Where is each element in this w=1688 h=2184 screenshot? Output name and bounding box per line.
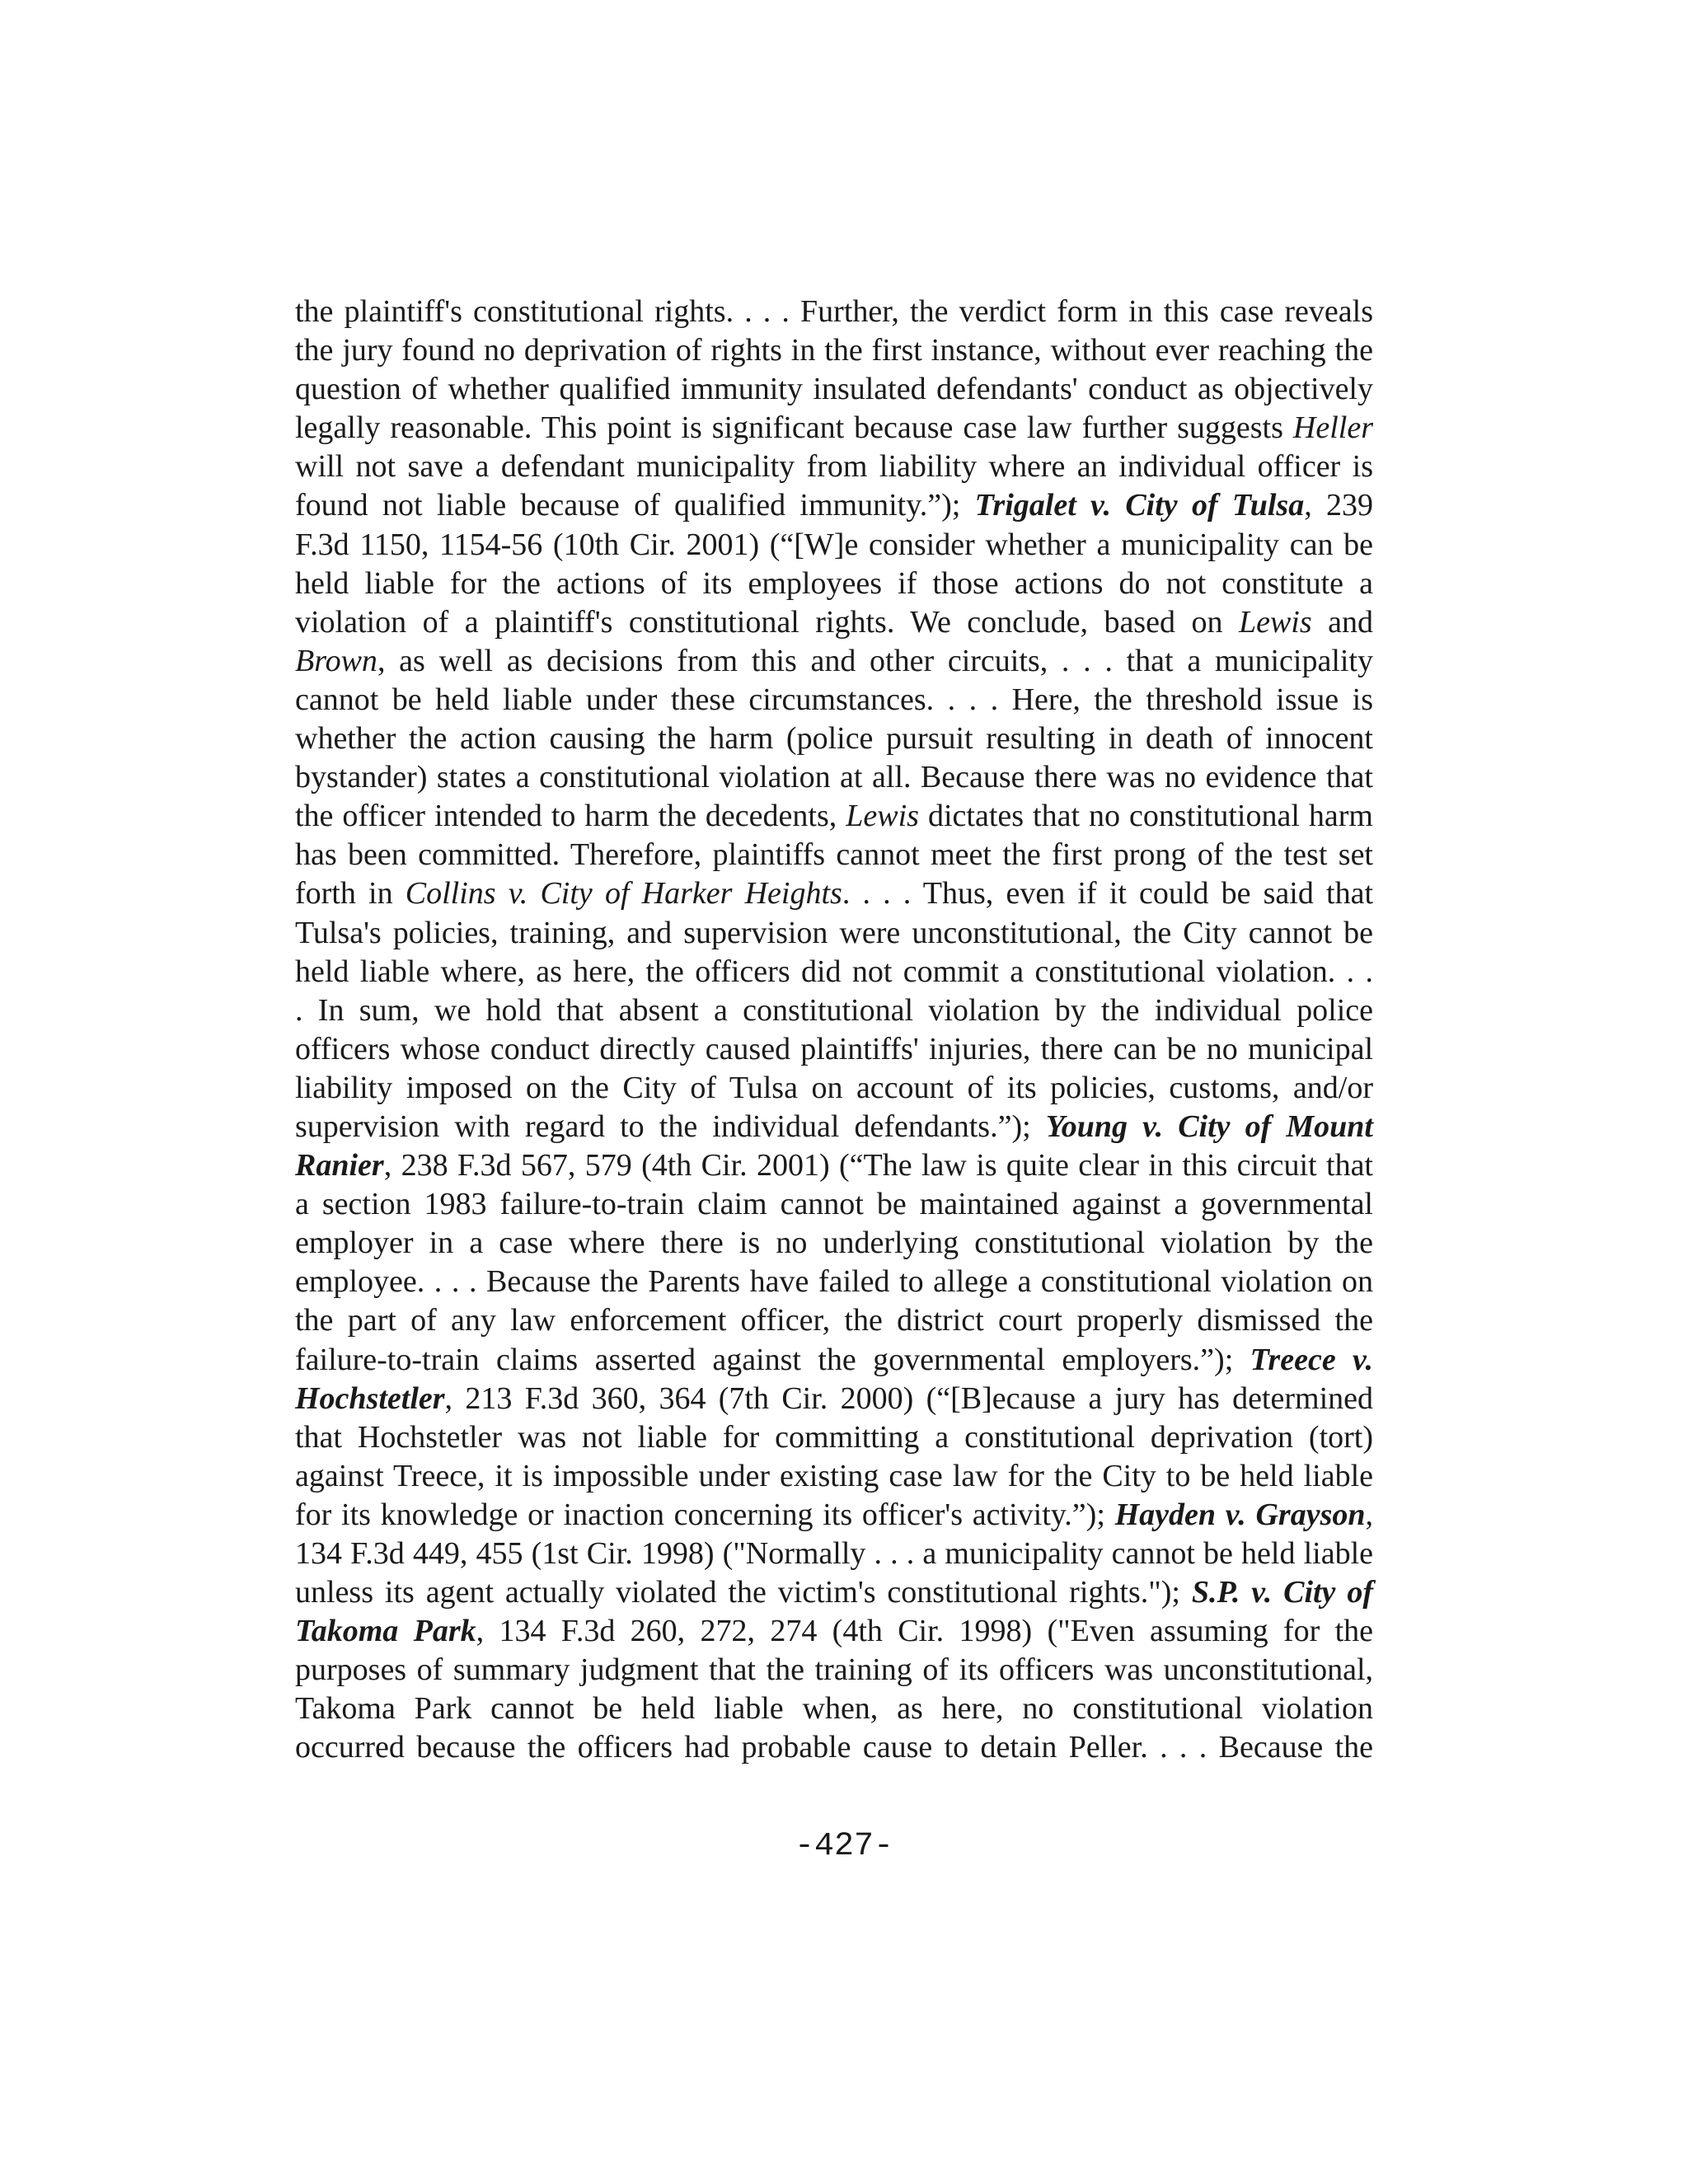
case-name: Treece v. xyxy=(1250,1342,1373,1377)
text-line xyxy=(295,874,1373,913)
italic-reference: Lewis xyxy=(846,799,919,834)
text-run: will not save a defendant municipality from liability where an individual officer is xyxy=(295,449,1373,485)
text-run: question of whether qualified immunity insulated defendants' conduct as objectively xyxy=(295,372,1373,407)
text-run: . . . . Thus, even if it could be said that xyxy=(842,876,1374,912)
text-line xyxy=(295,603,1373,642)
text-run: occurred because the officers had probable cause to detain Peller. . . . Because the xyxy=(295,1730,1373,1765)
text-line xyxy=(295,293,1373,331)
text-run: purposes of summary judgment that the training of its officers was unconstitutional, xyxy=(295,1652,1373,1688)
text-run: 134 F.3d 449, 455 (1st Cir. 1998) ("Normally . . . a municipality cannot be held liable xyxy=(295,1536,1373,1571)
text-line xyxy=(295,1069,1373,1108)
text-run: the part of any law enforcement officer, the district court properly dismissed the xyxy=(295,1303,1373,1338)
text-line xyxy=(295,953,1373,991)
text-line xyxy=(295,1535,1373,1573)
case-name: Ranier xyxy=(295,1148,384,1183)
text-line xyxy=(295,836,1373,874)
text-line xyxy=(295,1224,1373,1263)
text-line xyxy=(295,1380,1373,1418)
text-line xyxy=(295,1496,1373,1535)
case-name: Young v. City of Mount xyxy=(1045,1108,1373,1144)
text-line xyxy=(295,681,1373,719)
text-line xyxy=(295,1418,1373,1457)
text-line xyxy=(295,719,1373,758)
text-line xyxy=(295,1030,1373,1069)
text-run: unless its agent actually violated the victim's constitutional rights."); xyxy=(295,1575,1192,1610)
text-run: . In sum, we hold that absent a constitutional violation by the individual police xyxy=(295,992,1373,1028)
italic-reference: Lewis xyxy=(1238,604,1312,640)
text-run: employee. . . . Because the Parents have failed to allege a constitutional violation on xyxy=(295,1264,1373,1300)
case-name: S.P. v. City of xyxy=(1191,1575,1373,1610)
text-line xyxy=(295,1185,1373,1224)
text-line xyxy=(295,1146,1373,1185)
text-run: the plaintiff's constitutional rights. . . . Further, the verdict form in this case reveals xyxy=(295,294,1373,329)
text-run: Tulsa's policies, training, and supervision were unconstitutional, the City cannot be xyxy=(295,915,1373,950)
text-run: cannot be held liable under these circumstances. . . . Here, the threshold issue is xyxy=(295,682,1373,717)
italic-reference: Brown xyxy=(295,643,377,678)
text-run: failure-to-train claims asserted against the governmental employers.”); xyxy=(295,1342,1250,1377)
text-line xyxy=(295,642,1373,681)
text-run: has been committed. Therefore, plaintiffs cannot meet the first prong of the test set xyxy=(295,837,1373,873)
text-line xyxy=(295,1728,1373,1767)
text-line xyxy=(295,1690,1373,1728)
text-run: a section 1983 failure-to-train claim cannot be maintained against a governmental xyxy=(295,1187,1373,1222)
text-line xyxy=(295,331,1373,370)
text-run: whether the action causing the harm (police pursuit resulting in death of innocent xyxy=(295,721,1373,757)
text-run: officers whose conduct directly caused plaintiffs' injuries, there can be no municipal xyxy=(295,1031,1373,1066)
text-run: bystander) states a constitutional violation at all. Because there was no evidence that xyxy=(295,760,1373,795)
text-run: , xyxy=(1365,1497,1373,1532)
italic-reference: Collins v. City of Harker Heights xyxy=(405,876,842,912)
text-run: that Hochstetler was not liable for committing a constitutional deprivation (tort) xyxy=(295,1419,1373,1455)
text-run: held liable where, as here, the officers did not commit a constitutional violation. . . xyxy=(295,954,1373,989)
text-line xyxy=(295,526,1373,565)
text-line xyxy=(295,565,1373,603)
text-line xyxy=(295,1108,1373,1146)
text-line xyxy=(295,448,1373,486)
text-line xyxy=(295,1612,1373,1651)
text-run: , as well as decisions from this and other circuits, . . . that a municipality xyxy=(377,643,1373,678)
case-name: Takoma Park xyxy=(295,1614,476,1649)
text-line xyxy=(295,1341,1373,1380)
text-line xyxy=(295,1651,1373,1690)
text-run: , 213 F.3d 360, 364 (7th Cir. 2000) (“[B]ecause a jury has determined xyxy=(444,1380,1373,1416)
case-name: Trigalet v. City of Tulsa xyxy=(974,488,1305,523)
body-text xyxy=(295,293,1373,1768)
text-run: F.3d 1150, 1154-56 (10th Cir. 2001) (“[W]e consider whether a municipality can be xyxy=(295,527,1373,562)
text-run: , 239 xyxy=(1304,488,1374,523)
text-run: against Treece, it is impossible under existing case law for the City to be held liable xyxy=(295,1458,1373,1493)
text-line xyxy=(295,486,1373,525)
text-run: dictates that no constitutional harm xyxy=(918,799,1373,834)
text-run: the officer intended to harm the decedents, xyxy=(295,799,846,834)
text-line xyxy=(295,758,1373,797)
text-line xyxy=(295,1457,1373,1496)
text-line xyxy=(295,1573,1373,1612)
text-run: the jury found no deprivation of rights in the first instance, without ever reaching the xyxy=(295,333,1373,368)
text-line xyxy=(295,409,1373,448)
case-name: Hochstetler xyxy=(295,1380,445,1416)
text-line xyxy=(295,1263,1373,1301)
text-run: legally reasonable. This point is significant because case law further suggests xyxy=(295,410,1293,446)
text-run: Takoma Park cannot be held liable when, as here, no constitutional violation xyxy=(295,1691,1373,1727)
text-run: supervision with regard to the individual defendants.”); xyxy=(295,1108,1046,1144)
text-run: and xyxy=(1311,604,1373,640)
text-run: violation of a plaintiff's constitutional rights. We conclude, based on xyxy=(295,604,1239,640)
page-number: -427- xyxy=(794,1828,894,1865)
text-run: forth in xyxy=(295,876,406,912)
text-line xyxy=(295,914,1373,953)
text-line xyxy=(295,991,1373,1030)
text-line xyxy=(295,370,1373,409)
text-run: employer in a case where there is no underlying constitutional violation by the xyxy=(295,1226,1373,1261)
text-run: held liable for the actions of its employees if those actions do not constitute a xyxy=(295,565,1373,601)
case-name: Hayden v. Grayson xyxy=(1114,1497,1366,1532)
text-run: liability imposed on the City of Tulsa on account of its policies, customs, and/or xyxy=(295,1070,1373,1105)
text-run: for its knowledge or inaction concerning its officer's activity.”); xyxy=(295,1497,1115,1532)
text-run: found not liable because of qualified immunity.”); xyxy=(295,488,975,523)
italic-reference: Heller xyxy=(1292,410,1373,446)
text-line xyxy=(295,797,1373,836)
text-run: , 238 F.3d 567, 579 (4th Cir. 2001) (“The law is quite clear in this circuit that xyxy=(383,1148,1373,1183)
text-line xyxy=(295,1301,1373,1340)
text-run: , 134 F.3d 260, 272, 274 (4th Cir. 1998) ("Even assuming for the xyxy=(476,1614,1373,1649)
